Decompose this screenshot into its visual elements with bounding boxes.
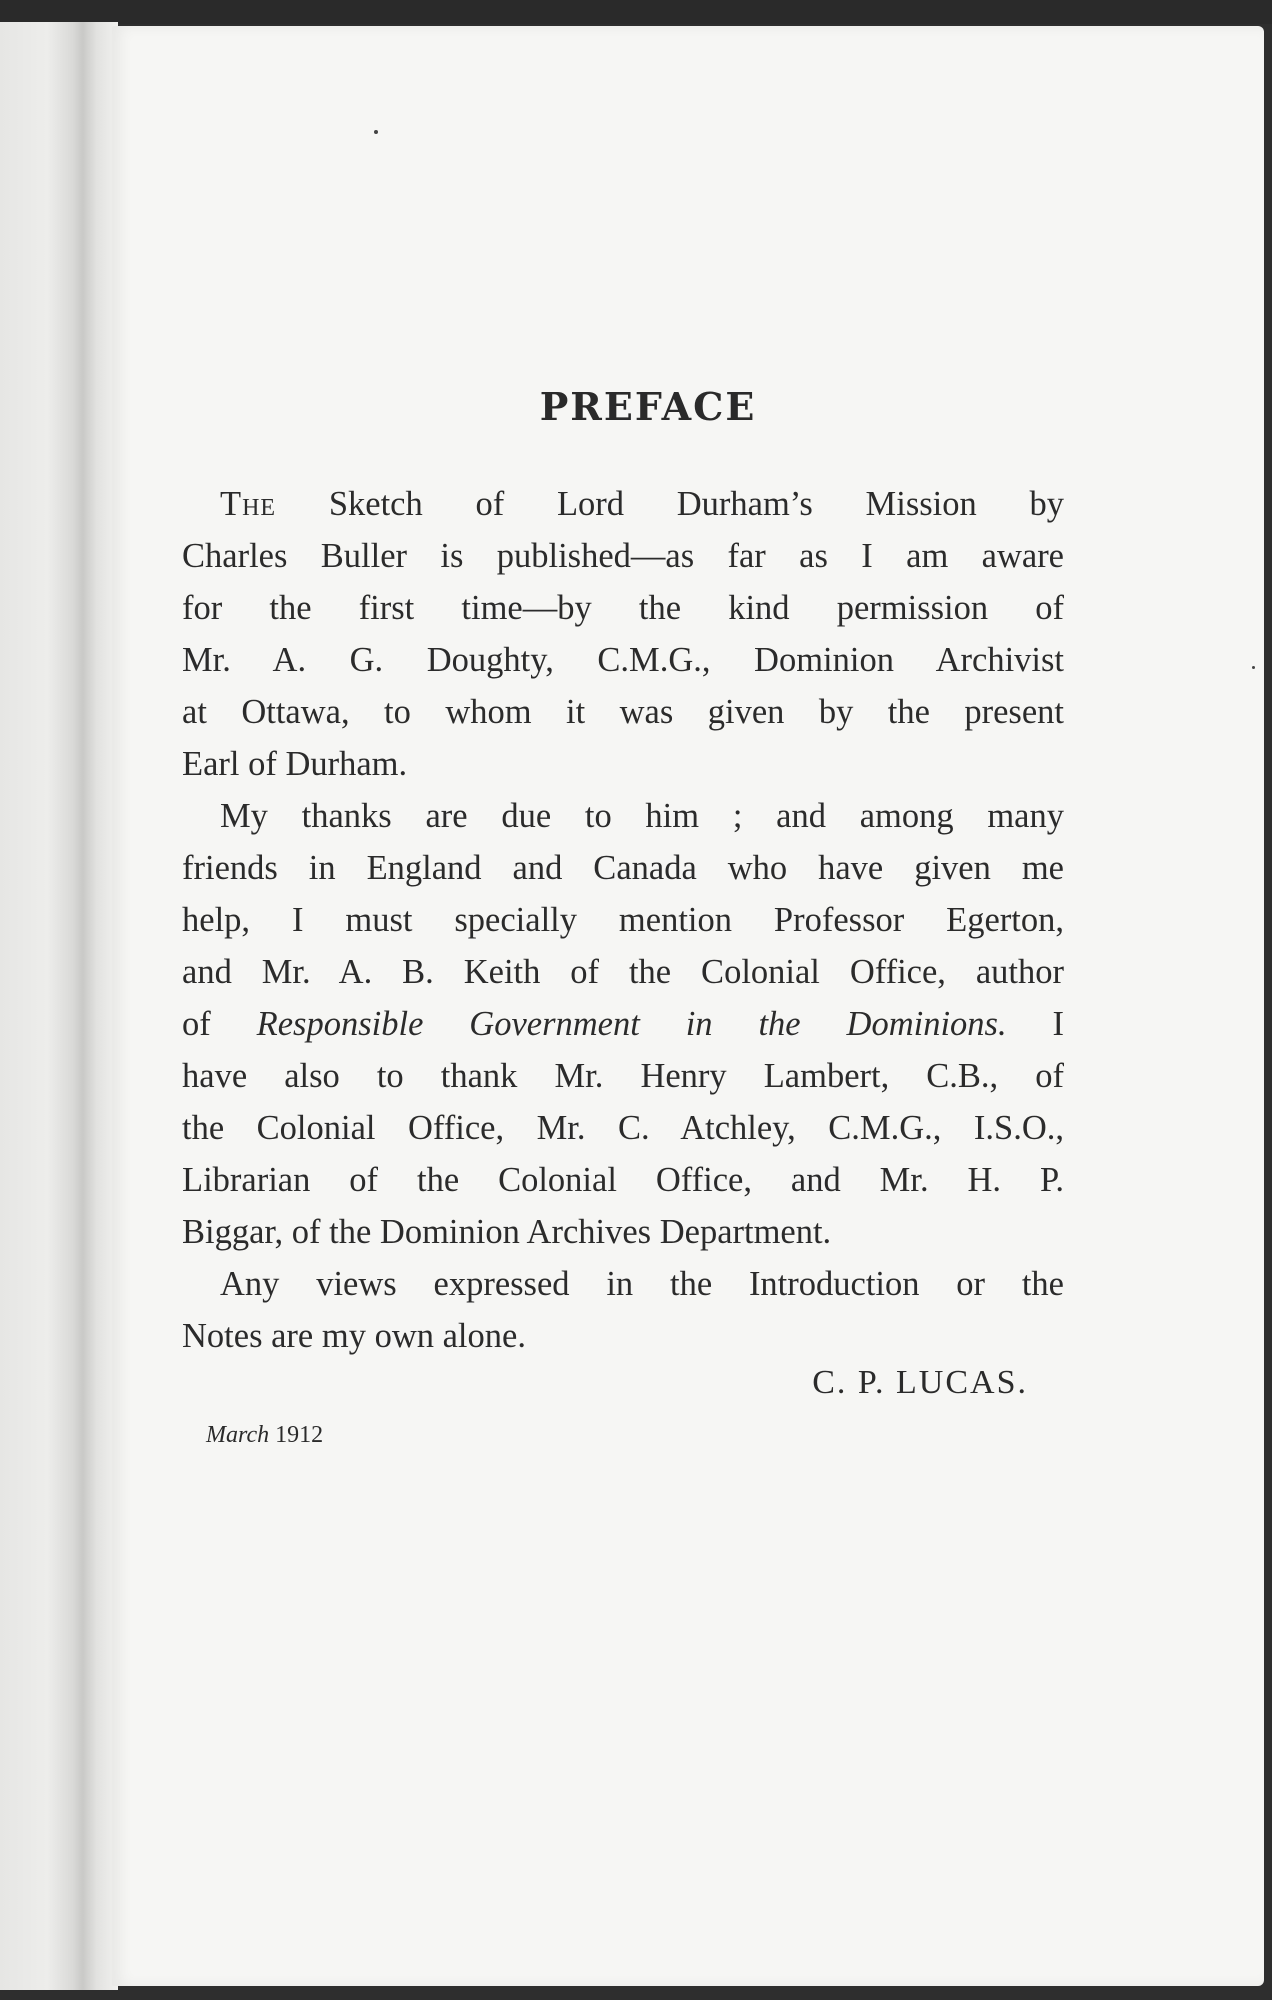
line-text: Sketch of Lord Durham’s Mission by — [276, 485, 1064, 523]
date-year: 1912 — [275, 1422, 324, 1448]
text-line: and Mr. A. B. Keith of the Colonial Office, author — [182, 953, 1064, 991]
text-line: Any views expressed in the Introduction or the — [220, 1265, 1064, 1303]
text-line — [182, 478, 1064, 530]
text-line: friends in England and Canada who have given me — [182, 849, 1064, 887]
line-text: I — [1006, 1005, 1064, 1043]
text-line: Librarian of the Colonial Office, and Mr. H. P. — [182, 1161, 1064, 1199]
text-line: have also to thank Mr. Henry Lambert, C.B., of — [182, 1057, 1064, 1095]
left-page-edge — [0, 22, 118, 1990]
text-line: help, I must specially mention Professor Egerton, — [182, 901, 1064, 939]
text-line: Charles Buller is published—as far as I am aware — [182, 537, 1064, 575]
text-line: My thanks are due to him ; and among many — [220, 797, 1064, 835]
text-line: at Ottawa, to whom it was given by the present — [182, 693, 1064, 731]
line-text: of — [182, 1005, 257, 1043]
text-line — [182, 998, 1064, 1050]
text-line: Earl of Durham. — [182, 745, 408, 783]
paper-speck — [1252, 666, 1255, 669]
paper-speck — [374, 130, 378, 134]
scan-top-edge — [0, 0, 1272, 24]
book-page — [112, 26, 1264, 1986]
lead-word: The — [220, 485, 277, 523]
text-line: the Colonial Office, Mr. C. Atchley, C.M.G., I.S.O., — [182, 1109, 1064, 1147]
date-month: March — [206, 1422, 270, 1448]
text-line: Mr. A. G. Doughty, C.M.G., Dominion Archivist — [182, 641, 1064, 679]
preface-date — [206, 1422, 323, 1449]
page-title: PREFACE — [539, 384, 757, 429]
text-line: Biggar, of the Dominion Archives Department. — [182, 1213, 832, 1251]
text-line: Notes are my own alone. — [182, 1317, 526, 1355]
author-signature: C. P. LUCAS. — [812, 1364, 1028, 1401]
text-line: for the first time—by the kind permission of — [182, 589, 1064, 627]
preface-body — [182, 478, 1064, 1362]
book-title-italic: Responsible Government in the Dominions. — [256, 1005, 1007, 1043]
